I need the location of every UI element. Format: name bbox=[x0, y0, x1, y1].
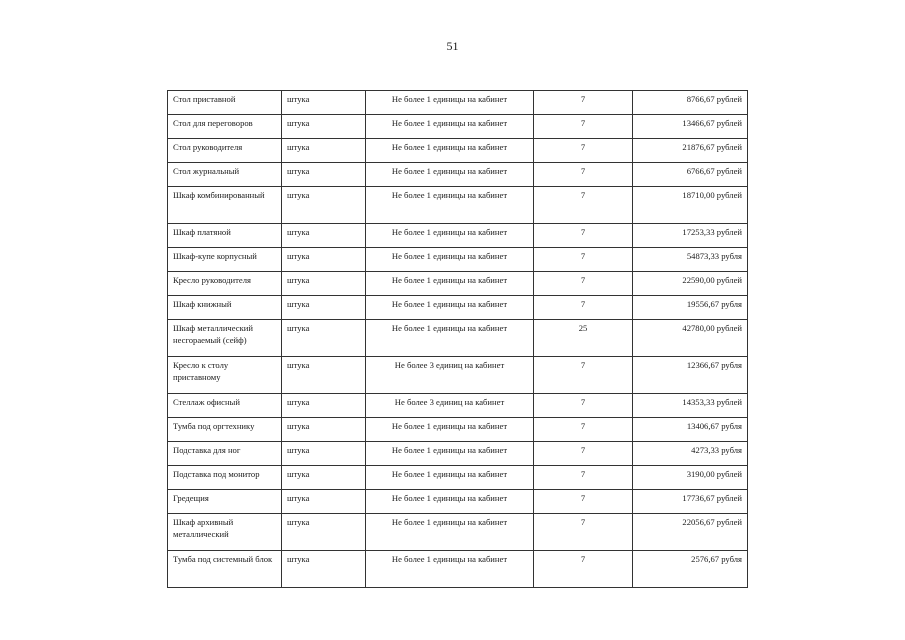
item-name-cell: Подставка для ног bbox=[168, 442, 282, 466]
quantity-cell: 7 bbox=[534, 163, 633, 187]
table-row bbox=[168, 394, 748, 418]
norm-cell: Не более 3 единиц на кабинет bbox=[366, 357, 534, 394]
item-name-cell: Тумба под системный блок bbox=[168, 551, 282, 588]
table-row bbox=[168, 163, 748, 187]
unit-cell: штука bbox=[282, 394, 366, 418]
norm-cell: Не более 1 единицы на кабинет bbox=[366, 163, 534, 187]
item-name-cell: Шкаф комбинированный bbox=[168, 187, 282, 224]
item-name-cell: Стол руководителя bbox=[168, 139, 282, 163]
item-name-cell: Стол приставной bbox=[168, 91, 282, 115]
unit-cell: штука bbox=[282, 272, 366, 296]
furniture-norms-table bbox=[167, 90, 748, 588]
norm-cell: Не более 1 единицы на кабинет bbox=[366, 91, 534, 115]
quantity-cell: 7 bbox=[534, 394, 633, 418]
quantity-cell: 7 bbox=[534, 139, 633, 163]
quantity-cell: 7 bbox=[534, 514, 633, 551]
unit-cell: штука bbox=[282, 296, 366, 320]
unit-cell: штука bbox=[282, 163, 366, 187]
quantity-cell: 7 bbox=[534, 357, 633, 394]
quantity-cell: 7 bbox=[534, 490, 633, 514]
table-row bbox=[168, 187, 748, 224]
unit-cell: штука bbox=[282, 320, 366, 357]
price-cell: 3190,00 рублей bbox=[633, 466, 748, 490]
norm-cell: Не более 1 единицы на кабинет bbox=[366, 187, 534, 224]
table-row bbox=[168, 139, 748, 163]
item-name-cell: Подставка под монитор bbox=[168, 466, 282, 490]
norm-cell: Не более 1 единицы на кабинет bbox=[366, 320, 534, 357]
item-name-cell: Стеллаж офисный bbox=[168, 394, 282, 418]
price-cell: 42780,00 рублей bbox=[633, 320, 748, 357]
price-cell: 12366,67 рубля bbox=[633, 357, 748, 394]
norm-cell: Не более 1 единицы на кабинет bbox=[366, 248, 534, 272]
item-name-cell: Шкаф книжный bbox=[168, 296, 282, 320]
price-cell: 14353,33 рублей bbox=[633, 394, 748, 418]
norm-cell: Не более 1 единицы на кабинет bbox=[366, 442, 534, 466]
price-cell: 8766,67 рублей bbox=[633, 91, 748, 115]
unit-cell: штука bbox=[282, 551, 366, 588]
item-name-cell: Гредещия bbox=[168, 490, 282, 514]
item-name-cell: Шкаф архивный металлический bbox=[168, 514, 282, 551]
price-cell: 19556,67 рубля bbox=[633, 296, 748, 320]
table-row bbox=[168, 357, 748, 394]
table-row bbox=[168, 418, 748, 442]
norm-cell: Не более 1 единицы на кабинет bbox=[366, 551, 534, 588]
price-cell: 22056,67 рублей bbox=[633, 514, 748, 551]
price-cell: 6766,67 рублей bbox=[633, 163, 748, 187]
quantity-cell: 7 bbox=[534, 187, 633, 224]
table-row bbox=[168, 224, 748, 248]
table-row bbox=[168, 115, 748, 139]
item-name-cell: Шкаф-купе корпусный bbox=[168, 248, 282, 272]
item-name-cell: Стол журнальный bbox=[168, 163, 282, 187]
norm-cell: Не более 1 единицы на кабинет bbox=[366, 514, 534, 551]
table-row bbox=[168, 551, 748, 588]
unit-cell: штука bbox=[282, 115, 366, 139]
quantity-cell: 7 bbox=[534, 551, 633, 588]
quantity-cell: 25 bbox=[534, 320, 633, 357]
norm-cell: Не более 1 единицы на кабинет bbox=[366, 224, 534, 248]
price-cell: 4273,33 рубля bbox=[633, 442, 748, 466]
page-number: 51 bbox=[446, 39, 459, 53]
norm-cell: Не более 3 единиц на кабинет bbox=[366, 394, 534, 418]
norm-cell: Не более 1 единицы на кабинет bbox=[366, 296, 534, 320]
quantity-cell: 7 bbox=[534, 442, 633, 466]
price-cell: 17736,67 рублей bbox=[633, 490, 748, 514]
item-name-cell: Кресло руководителя bbox=[168, 272, 282, 296]
unit-cell: штука bbox=[282, 490, 366, 514]
table-row bbox=[168, 490, 748, 514]
unit-cell: штука bbox=[282, 139, 366, 163]
unit-cell: штука bbox=[282, 442, 366, 466]
quantity-cell: 7 bbox=[534, 224, 633, 248]
table-row bbox=[168, 514, 748, 551]
unit-cell: штука bbox=[282, 514, 366, 551]
quantity-cell: 7 bbox=[534, 91, 633, 115]
item-name-cell: Шкаф металлический несгораемый (сейф) bbox=[168, 320, 282, 357]
unit-cell: штука bbox=[282, 187, 366, 224]
table-row bbox=[168, 91, 748, 115]
quantity-cell: 7 bbox=[534, 272, 633, 296]
quantity-cell: 7 bbox=[534, 466, 633, 490]
unit-cell: штука bbox=[282, 418, 366, 442]
table-row bbox=[168, 248, 748, 272]
norm-cell: Не более 1 единицы на кабинет bbox=[366, 115, 534, 139]
item-name-cell: Кресло к столу приставному bbox=[168, 357, 282, 394]
price-cell: 17253,33 рублей bbox=[633, 224, 748, 248]
unit-cell: штука bbox=[282, 224, 366, 248]
price-cell: 13406,67 рубля bbox=[633, 418, 748, 442]
table-row bbox=[168, 466, 748, 490]
item-name-cell: Шкаф платяной bbox=[168, 224, 282, 248]
table-row bbox=[168, 320, 748, 357]
quantity-cell: 7 bbox=[534, 115, 633, 139]
norm-cell: Не более 1 единицы на кабинет bbox=[366, 139, 534, 163]
table-row bbox=[168, 272, 748, 296]
norm-cell: Не более 1 единицы на кабинет bbox=[366, 272, 534, 296]
price-cell: 2576,67 рубля bbox=[633, 551, 748, 588]
unit-cell: штука bbox=[282, 357, 366, 394]
norm-cell: Не более 1 единицы на кабинет bbox=[366, 490, 534, 514]
quantity-cell: 7 bbox=[534, 296, 633, 320]
table-row bbox=[168, 442, 748, 466]
quantity-cell: 7 bbox=[534, 248, 633, 272]
unit-cell: штука bbox=[282, 91, 366, 115]
price-cell: 18710,00 рублей bbox=[633, 187, 748, 224]
unit-cell: штука bbox=[282, 248, 366, 272]
quantity-cell: 7 bbox=[534, 418, 633, 442]
price-cell: 54873,33 рубля bbox=[633, 248, 748, 272]
table-row bbox=[168, 296, 748, 320]
item-name-cell: Стол для переговоров bbox=[168, 115, 282, 139]
unit-cell: штука bbox=[282, 466, 366, 490]
norm-cell: Не более 1 единицы на кабинет bbox=[366, 466, 534, 490]
norm-cell: Не более 1 единицы на кабинет bbox=[366, 418, 534, 442]
item-name-cell: Тумба под оргтехнику bbox=[168, 418, 282, 442]
price-cell: 13466,67 рублей bbox=[633, 115, 748, 139]
price-cell: 21876,67 рублей bbox=[633, 139, 748, 163]
price-cell: 22590,00 рублей bbox=[633, 272, 748, 296]
